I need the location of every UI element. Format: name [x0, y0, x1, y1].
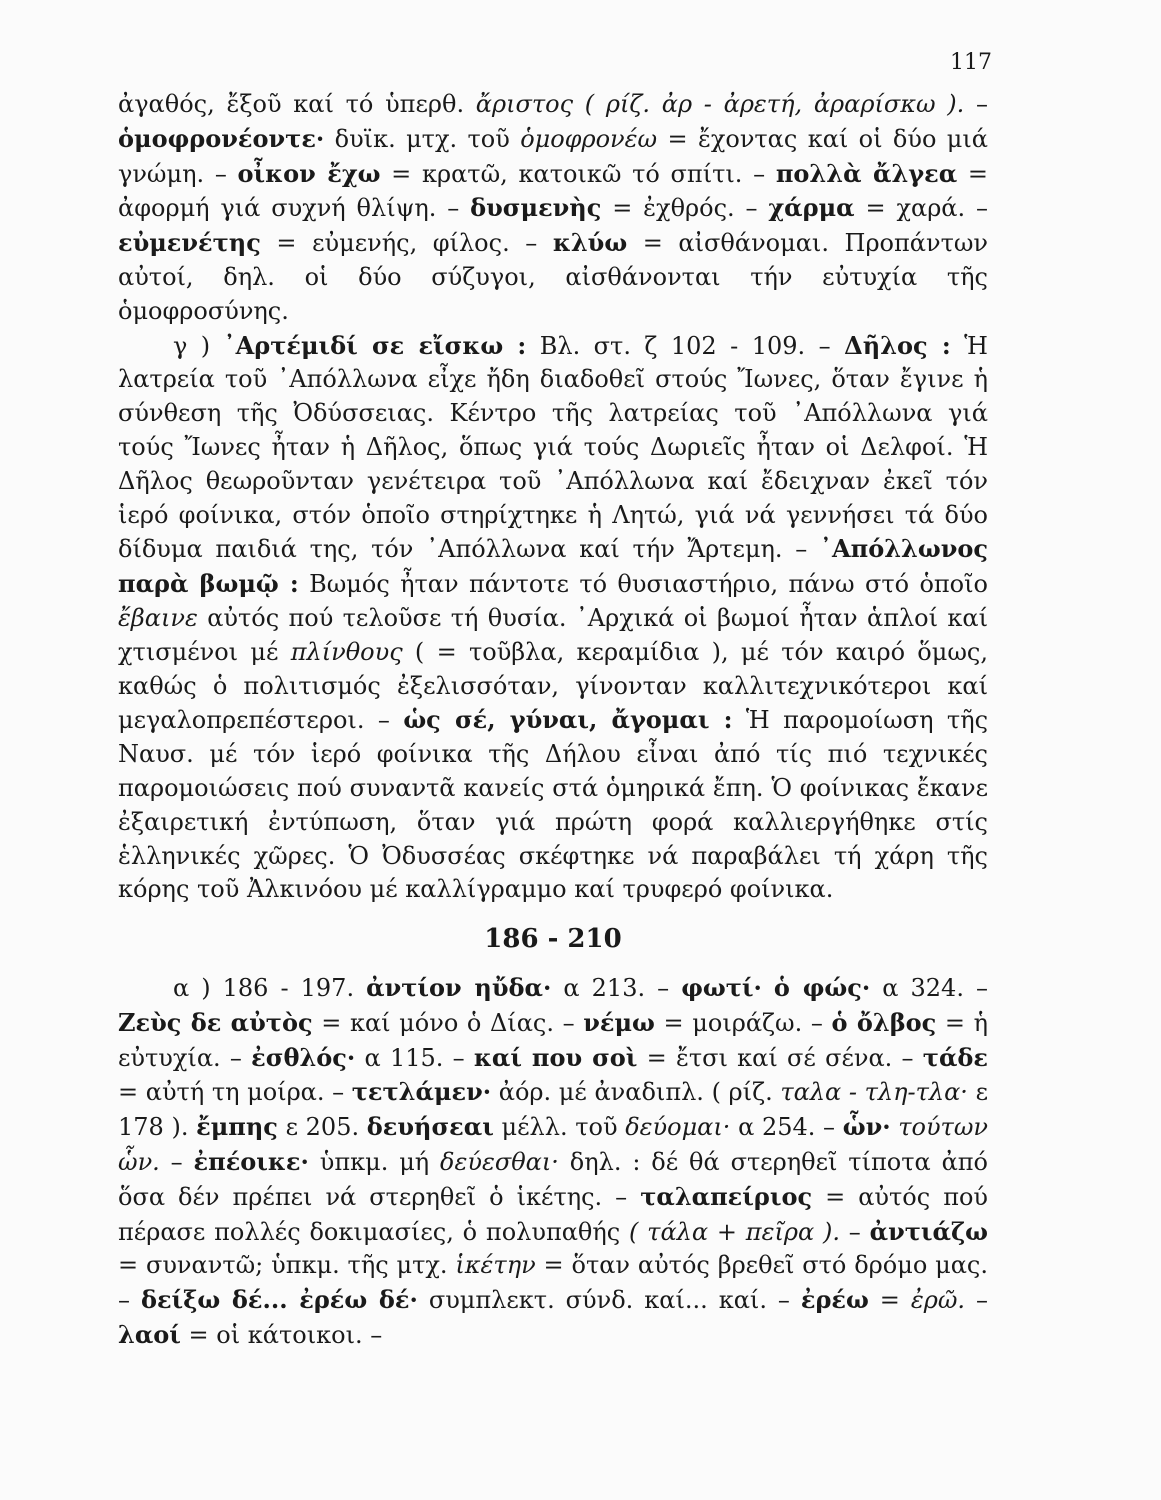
lemma-term: χάρμα [768, 193, 855, 223]
commentary-text [118, 88, 988, 1353]
text-run: = ὅταν αὐτός βρεθεῖ στό δρόμο μας. – [118, 1251, 989, 1315]
lemma-term: ᾿Αρτέμιδί σε εἴσκω : [223, 330, 527, 360]
text-run: = [868, 1286, 911, 1315]
lemma-term: τάδε [922, 1042, 989, 1072]
text-run: ὑπκμ. μή [308, 1147, 441, 1176]
text-run: – [839, 1217, 870, 1246]
text-run: ( = τοῦβλα, κεραμίδια ), μέ τόν καιρό ὅμως, καθώς ὁ πολιτισμός ἐξελισσόταν, γίνονταν καλλιτεχνικότεροι καί μεγαλοπρεπέστεροι. – [118, 637, 988, 735]
text-run: = κρατῶ, κατοικῶ τό σπίτι. – [380, 159, 776, 188]
text-run: = χαρά. – [854, 194, 988, 223]
lemma-term: φωτί· [681, 972, 762, 1002]
lemma-term: ταλαπείριος [640, 1181, 813, 1211]
text-run: = αἰσθάνομαι. Προπάντων αὐτοί, δηλ. οἱ δύο σύζυγοι, αἰσθάνονται τήν εὐτυχία τῆς ὁμοφροσύνης. [118, 229, 989, 325]
italic-term: ( τάλα + πεῖρα ). [629, 1217, 840, 1246]
text-run: α ) 186 - 197. [173, 973, 367, 1002]
text-run: = συναντῶ; ὑπκμ. τῆς μτχ. [118, 1251, 456, 1280]
italic-term: τούτων ὧν. [118, 1113, 988, 1176]
text-run: Βωμός ἦταν πάντοτε τό θυσιαστήριο, πάνω στό ὁποῖο [298, 570, 988, 599]
lemma-term: ἐσθλός· [251, 1042, 356, 1072]
text-run: – [965, 1286, 989, 1315]
text-run [762, 974, 774, 1002]
lemma-term: κλύω [552, 228, 628, 258]
lemma-term: οἶκον ἔχω [237, 158, 381, 188]
lemma-term: ἔμπης [196, 1112, 278, 1142]
lemma-term: ὧν· [842, 1112, 891, 1142]
lemma-term: ἐρέω [800, 1285, 869, 1315]
text-run: – [964, 90, 988, 118]
text-run: γ ) [173, 331, 224, 360]
paragraph [118, 329, 988, 908]
lemma-term: 186 - 210 [484, 924, 622, 955]
paragraph [118, 88, 988, 329]
italic-term: πλίνθους [290, 637, 403, 666]
text-run: Ἡ παρομοίωση τῆς Ναυσ. μέ τόν ἱερό φοίνικα τῆς Δήλου εἶναι ἀπό τίς πιό τεχνικές παρομοιώσεις πού συναντᾶ κανείς στά ὁμηρικά ἔπη. Ὁ φοίνικας ἔκανε ἐξαιρετική ἐντύπωση, ὅταν γιά πρώτη φορά καλλιεργήθηκε στίς ἑλληνικές χῶρες. Ὁ Ὀδυσσέας σκέφτηκε νά παραβάλει τή χάρη τῆς κόρης τοῦ Ἀλκινόου μέ καλλίγραμμο καί τρυφερό φοίνικα. [118, 706, 989, 904]
text-run: = ἔτσι καί σέ σένα. – [637, 1043, 923, 1072]
lemma-term: δυσμενὴς [470, 193, 602, 223]
lemma-term: πολλὰ ἄλγεα [775, 158, 958, 188]
lemma-term: ὡς σέ, γύναι, ἄγομαι : [403, 705, 733, 735]
lemma-term: ἐπέοικε· [193, 1146, 309, 1176]
lemma-term: ὁμοφρονέοντε· [118, 123, 325, 153]
text-run: α 115. – [355, 1043, 474, 1072]
lemma-term: τετλάμεν· [351, 1077, 492, 1107]
italic-term: ἔβαινε [118, 603, 198, 632]
text-run: ε 178 ). [118, 1078, 989, 1142]
text-run: = μοιράζω. – [654, 1008, 832, 1037]
lemma-term: ἀντίον ηὔδα· [366, 972, 552, 1002]
text-run: Ἡ λατρεία τοῦ ᾿Απόλλωνα εἶχε ἤδη διαδοθεῖ στούς Ἴωνες, ὅταν ἔγινε ἡ σύνθεση τῆς Ὀδύσσειας. Κέντρο τῆς λατρείας τοῦ ᾿Απόλλωνα γιά τούς Ἴωνες ἦταν ἡ Δῆλος, ὅπως γιά τούς Δωριεῖς ἦταν οἱ Δελφοί. Ἡ Δῆλος θεωροῦνταν γενέτειρα τοῦ ᾿Απόλλωνα καί ἔδειχναν ἐκεῖ τόν ἱερό φοίνικα, στόν ὁποῖο στηρίχτηκε ἡ Λητώ, γιά νά γεννήσει τά δύο δίδυμα παιδιά της, τόν ᾿Απόλλωνα καί τήν Ἄρτεμη. – [118, 331, 988, 564]
italic-term: δεύομαι· [625, 1113, 731, 1142]
text-run: μέλλ. τοῦ [493, 1113, 626, 1142]
lemma-term: εὐμενέτης [118, 228, 261, 258]
text-run: ε 205. [277, 1113, 367, 1142]
lemma-term: δείξω δέ... ἐρέω δέ· [140, 1285, 418, 1315]
text-run: ἀόρ. μέ ἀναδιπλ. ( ρίζ. [491, 1078, 781, 1107]
lemma-term: ὁ ὄλβος [831, 1007, 937, 1037]
text-run: = αὐτός πού πέρασε πολλές δοκιμασίες, ὁ πολυπαθής [118, 1182, 989, 1246]
lemma-term: λαοί [118, 1319, 181, 1349]
lemma-term: καί που σοὶ [473, 1042, 638, 1072]
lemma-term: ἀντιάζω [869, 1216, 989, 1246]
text-run: Βλ. στ. ζ 102 - 109. – [526, 331, 845, 360]
italic-term: ταλα - τλη-τλα· [780, 1078, 968, 1107]
text-run: α 254. – [730, 1113, 843, 1142]
section-heading [118, 923, 988, 957]
italic-term: ἐρῶ. [910, 1286, 966, 1315]
italic-term: ἱκέτην [455, 1251, 536, 1280]
lemma-term: Ζεὺς δε αὐτὸς [118, 1007, 313, 1037]
text-run: = ἔχοντας καί οἱ δύο μιά γνώμη. – [118, 124, 988, 188]
text-run: αὐτός πού τελοῦσε τή θυσία. ᾿Αρχικά οἱ βωμοί ἦταν ἁπλοί καί χτισμένοι μέ [118, 603, 988, 666]
text-run: = ἀφορμή γιά συχνή θλίψη. – [118, 159, 989, 223]
paragraph [118, 971, 988, 1353]
text-run: = οἱ κάτοικοι. – [180, 1320, 383, 1349]
italic-term: δεύεσθαι· [440, 1147, 559, 1176]
text-run: ἀγαθός, ἔξοῦ καί τό ὑπερθ. [118, 90, 476, 118]
lemma-term: ᾿Απόλλωνος παρὰ βωμῷ : [118, 534, 988, 599]
text-run: = εὐμενής, φίλος. – [260, 229, 553, 258]
lemma-term: Δῆλος : [844, 330, 951, 360]
text-run: α 213. – [551, 973, 682, 1002]
lemma-term: νέμω [583, 1007, 655, 1037]
text-run: = ἡ εὐτυχία. – [118, 1008, 989, 1072]
italic-term: ὁμοφρονέω [520, 124, 658, 153]
text-run: = ἐχθρός. – [601, 194, 769, 223]
italic-term: ἄριστος ( ρίζ. ἀρ - ἀρετή, ἀραρίσκω ). [475, 90, 965, 118]
lemma-term: ὁ φώς· [773, 972, 871, 1002]
text-run: δηλ. : δέ θά στερηθεῖ τίποτα ἀπό ὅσα δέν πρέπει νά στερηθεῖ ὁ ἱκέτης. – [118, 1147, 989, 1211]
text-run: α 324. – [870, 973, 988, 1002]
page-number: 117 [950, 50, 992, 75]
text-run: = καί μόνο ὁ Δίας. – [312, 1008, 584, 1037]
text-run: = αὐτή τη μοίρα. – [118, 1078, 352, 1107]
lemma-term: δευήσεαι [366, 1112, 494, 1142]
text-run: συμπλεκτ. σύνδ. καί... καί. – [417, 1286, 801, 1315]
text-run: δυϊκ. μτχ. τοῦ [324, 124, 521, 153]
text-run: – [159, 1147, 194, 1176]
